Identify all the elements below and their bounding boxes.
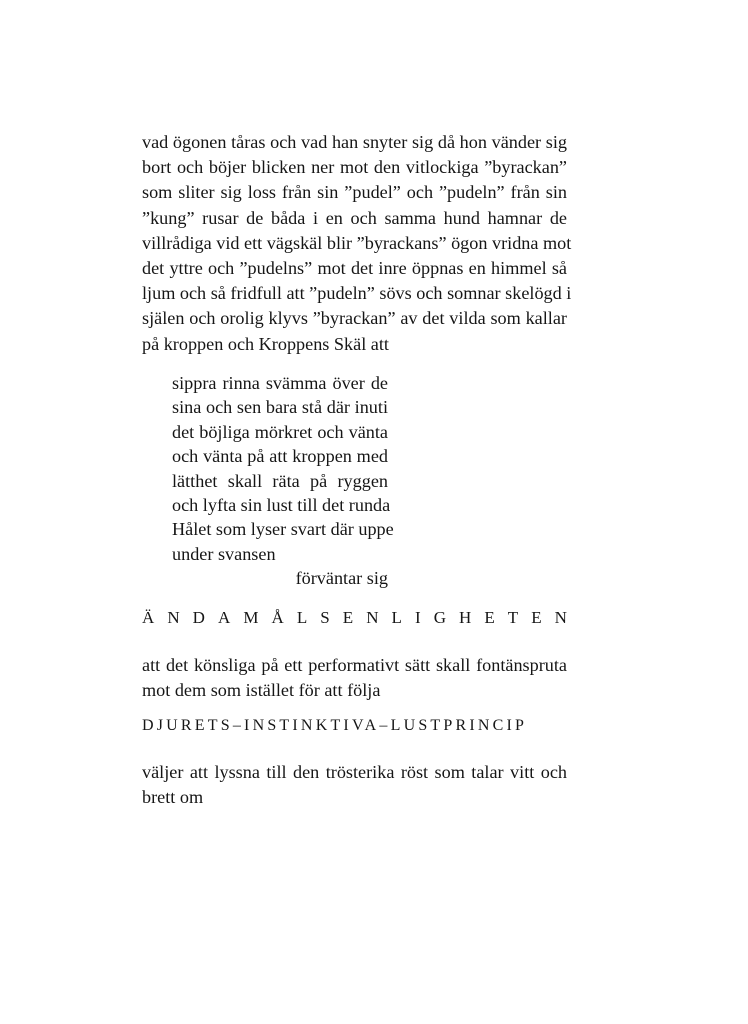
stanza-line: Hålet som lyser svart där uppe bbox=[172, 519, 394, 540]
stanza-line: det böjliga mörkret och vänta bbox=[172, 421, 388, 442]
stanza-line: och lyfta sin lust till det runda bbox=[172, 495, 391, 516]
text-line: mot dem som istället för att följa bbox=[142, 680, 381, 700]
heading-letter: E bbox=[531, 608, 542, 627]
heading-letter: H bbox=[459, 608, 472, 627]
heading-letter: T bbox=[507, 608, 519, 627]
heading-letter: E bbox=[484, 608, 495, 627]
heading-letter: A bbox=[217, 608, 231, 627]
indented-stanza bbox=[172, 371, 394, 591]
heading-letter: N bbox=[366, 608, 379, 627]
stanza-line: och vänta på att kroppen med bbox=[172, 446, 388, 467]
stanza-line: lätthet skall räta på ryggen bbox=[172, 470, 388, 491]
stanza-line: under svansen bbox=[172, 543, 276, 564]
text-line: själen och orolig klyvs ”byrackan” av det vilda som kallar bbox=[142, 308, 567, 329]
heading-letter: D bbox=[192, 608, 205, 627]
paragraph-3 bbox=[142, 760, 567, 810]
paragraph-1 bbox=[142, 130, 572, 357]
text-line: brett om bbox=[142, 787, 204, 807]
text-line: ”kung” rusar de båda i en och samma hund hamnar de bbox=[142, 207, 567, 228]
text-line: det yttre och ”pudelns” mot det inre öppnas en himmel så bbox=[142, 258, 567, 279]
heading-letter: E bbox=[342, 608, 354, 627]
spaced-heading-1 bbox=[142, 606, 567, 630]
paragraph-2 bbox=[142, 653, 567, 703]
text-line: att det könsliga på ett performativt sätt skall fontänspruta bbox=[142, 655, 567, 675]
text-line: som sliter sig loss från sin ”pudel” och ”pudeln” från sin bbox=[142, 182, 567, 203]
text-line: väljer att lyssna till den trösterika röst som talar vitt och bbox=[142, 762, 567, 782]
heading-letter: M bbox=[243, 608, 259, 627]
heading-letter: Å bbox=[271, 608, 284, 627]
stanza-line: sippra rinna svämma över de bbox=[172, 373, 388, 393]
heading-letter: L bbox=[296, 608, 308, 627]
spaced-heading-2: DJURETS–INSTINKTIVA–LUSTPRINCIP bbox=[142, 717, 528, 734]
stanza-tail-line: förväntar sig bbox=[295, 568, 388, 589]
stanza-line: sina och sen bara stå där inuti bbox=[172, 397, 388, 418]
text-line: villrådiga vid ett vägskäl blir ”byrackans” ögon vridna mot bbox=[142, 232, 572, 253]
heading-letter: L bbox=[391, 608, 402, 627]
text-line: vad ögonen tåras och vad han snyter sig då hon vänder sig bbox=[142, 132, 567, 152]
text-line: bort och böjer blicken ner mot den vitlockiga ”byrackan” bbox=[142, 157, 567, 178]
heading-letter: N bbox=[167, 608, 180, 627]
heading-letter: Ä bbox=[142, 608, 155, 627]
heading-letter: G bbox=[433, 608, 446, 627]
heading-letter: I bbox=[414, 608, 421, 627]
text-line: på kroppen och Kroppens Skäl att bbox=[142, 333, 389, 354]
heading-letter: S bbox=[320, 608, 330, 627]
text-line: ljum och så fridfull att ”pudeln” sövs och somnar skelögd i bbox=[142, 283, 572, 304]
heading-letter: N bbox=[554, 608, 567, 627]
